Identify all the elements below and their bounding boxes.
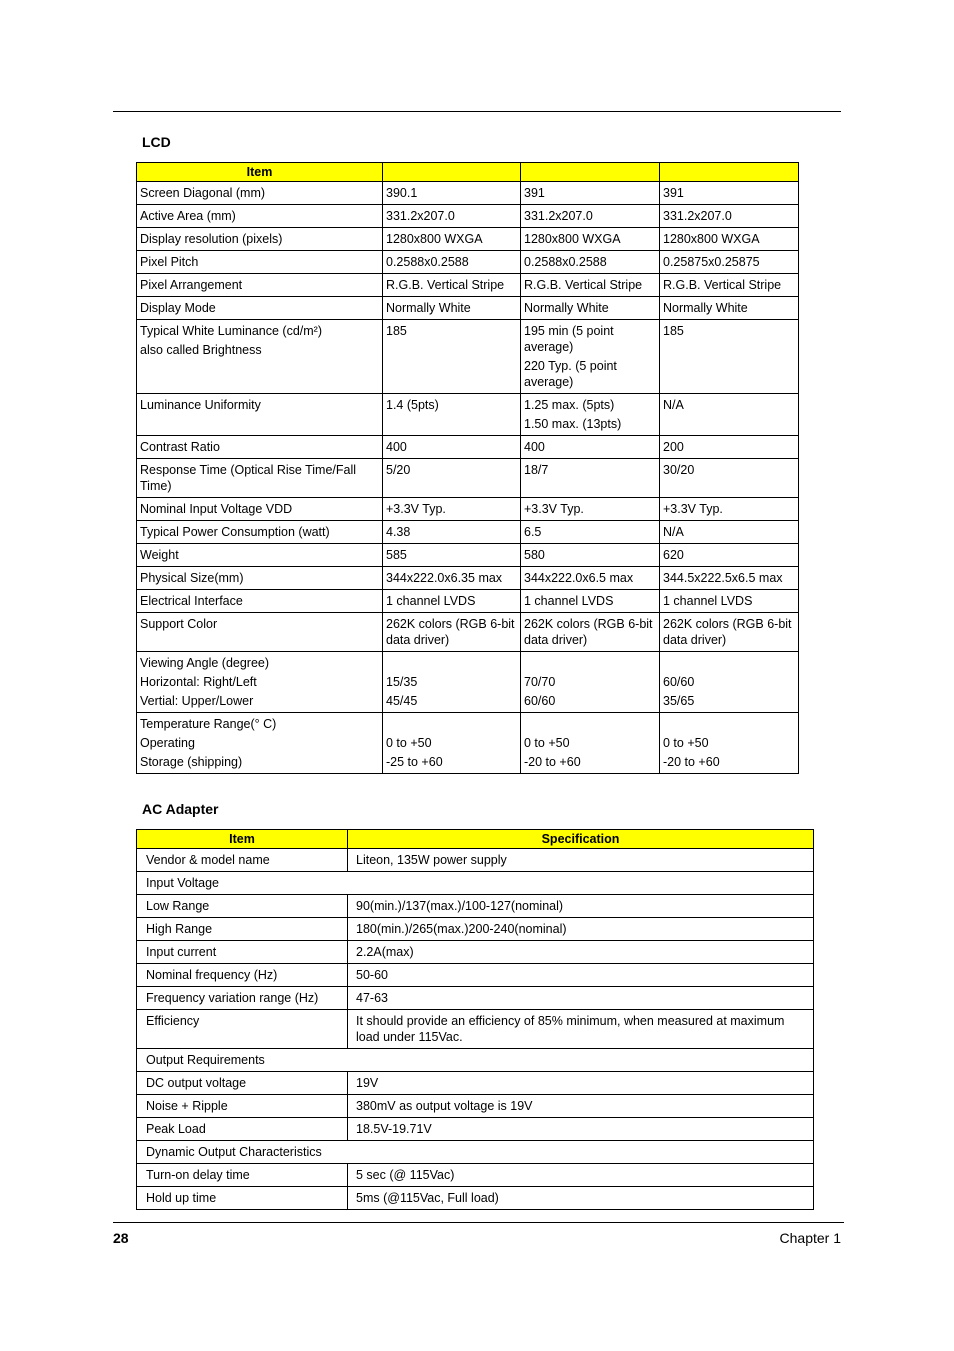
ac-row-value: 90(min.)/137(max.)/100-127(nominal) xyxy=(348,895,814,918)
lcd-table-row xyxy=(137,436,799,459)
lcd-row-value xyxy=(383,613,521,652)
lcd-row-value xyxy=(383,274,521,297)
lcd-row-value xyxy=(660,228,799,251)
lcd-row-value xyxy=(660,544,799,567)
ac-table-row xyxy=(137,1010,814,1049)
lcd-row-value xyxy=(383,498,521,521)
lcd-row-label xyxy=(137,205,383,228)
lcd-value-line: 390.1 xyxy=(386,186,418,200)
lcd-table-row xyxy=(137,613,799,652)
ac-row-value: 5 sec (@ 115Vac) xyxy=(348,1164,814,1187)
lcd-label-line: Support Color xyxy=(140,617,218,631)
lcd-row-value xyxy=(660,436,799,459)
lcd-value-line: Normally White xyxy=(524,301,609,315)
lcd-value-line: +3.3V Typ. xyxy=(524,502,584,516)
lcd-row-label xyxy=(137,251,383,274)
lcd-value-line: 45/45 xyxy=(386,694,418,708)
lcd-row-label xyxy=(137,613,383,652)
lcd-row-value xyxy=(521,652,660,713)
lcd-value-line: 1.50 max. (13pts) xyxy=(524,417,622,431)
lcd-label-line: Storage (shipping) xyxy=(140,755,243,769)
ac-row-label: Noise + Ripple xyxy=(137,1095,348,1118)
lcd-value-line: 344x222.0x6.35 max xyxy=(386,571,503,585)
lcd-value-line: 1280x800 WXGA xyxy=(663,232,760,246)
header-rule xyxy=(113,111,841,112)
lcd-value-line: +3.3V Typ. xyxy=(663,502,723,516)
lcd-label-line: Pixel Pitch xyxy=(140,255,199,269)
lcd-value-line: 195 min (5 point average) xyxy=(524,324,614,354)
lcd-row-value xyxy=(521,251,660,274)
lcd-label-line: Viewing Angle (degree) xyxy=(140,656,270,670)
lcd-value-line: 30/20 xyxy=(663,463,695,477)
lcd-value-line: 1.25 max. (5pts) xyxy=(524,398,615,412)
lcd-table-row xyxy=(137,713,799,774)
lcd-row-value xyxy=(383,590,521,613)
ac-table-row xyxy=(137,1141,814,1164)
lcd-row-value xyxy=(383,205,521,228)
lcd-row-label xyxy=(137,498,383,521)
lcd-row-value xyxy=(660,567,799,590)
lcd-value-line: 620 xyxy=(663,548,684,562)
lcd-label-line: Contrast Ratio xyxy=(140,440,220,454)
ac-section-title: AC Adapter xyxy=(142,801,219,817)
lcd-row-value xyxy=(383,320,521,394)
lcd-row-value xyxy=(521,394,660,436)
ac-row-value: 50-60 xyxy=(348,964,814,987)
lcd-value-line: -20 to +60 xyxy=(663,755,720,769)
lcd-value-line: 0.25875x0.25875 xyxy=(663,255,760,269)
lcd-value-line: N/A xyxy=(663,525,684,539)
lcd-table-row xyxy=(137,498,799,521)
lcd-label-line: Typical White Luminance (cd/m²) xyxy=(140,324,323,338)
lcd-row-value xyxy=(660,394,799,436)
lcd-row-label xyxy=(137,297,383,320)
lcd-header-model-2 xyxy=(521,163,660,182)
lcd-row-value xyxy=(660,613,799,652)
lcd-value-line: +3.3V Typ. xyxy=(386,502,446,516)
lcd-value-line: 0 to +50 xyxy=(663,736,709,750)
ac-row-label: Peak Load xyxy=(137,1118,348,1141)
ac-table-row xyxy=(137,918,814,941)
lcd-value-line: 331.2x207.0 xyxy=(663,209,732,223)
lcd-row-value xyxy=(383,251,521,274)
lcd-label-line: Horizontal: Right/Left xyxy=(140,675,257,689)
ac-table-row xyxy=(137,872,814,895)
ac-row-label: Hold up time xyxy=(137,1187,348,1210)
lcd-row-value xyxy=(383,652,521,713)
lcd-value-line: 1.4 (5pts) xyxy=(386,398,439,412)
lcd-value-line: 5/20 xyxy=(386,463,411,477)
lcd-value-line: 35/65 xyxy=(663,694,695,708)
lcd-header-model-3 xyxy=(660,163,799,182)
lcd-value-line: 262K colors (RGB 6-bit data driver) xyxy=(663,617,792,647)
ac-table-row xyxy=(137,987,814,1010)
lcd-value-line xyxy=(663,716,795,732)
lcd-value-line: 60/60 xyxy=(663,675,695,689)
ac-row-value: 2.2A(max) xyxy=(348,941,814,964)
lcd-row-value xyxy=(660,251,799,274)
lcd-row-label xyxy=(137,459,383,498)
lcd-table-row xyxy=(137,228,799,251)
lcd-value-line: 344.5x222.5x6.5 max xyxy=(663,571,783,585)
lcd-label-line: also called Brightness xyxy=(140,343,262,357)
lcd-value-line: 4.38 xyxy=(386,525,411,539)
ac-row-label: Vendor & model name xyxy=(137,849,348,872)
lcd-row-value xyxy=(660,182,799,205)
lcd-value-line: 60/60 xyxy=(524,694,556,708)
lcd-value-line: N/A xyxy=(663,398,684,412)
lcd-row-value xyxy=(521,459,660,498)
lcd-row-value xyxy=(660,205,799,228)
lcd-label-line: Vertial: Upper/Lower xyxy=(140,694,254,708)
lcd-label-line: Display Mode xyxy=(140,301,216,315)
lcd-row-label xyxy=(137,274,383,297)
lcd-label-line: Response Time (Optical Rise Time/Fall Time) xyxy=(140,463,357,493)
lcd-value-line: 200 xyxy=(663,440,684,454)
lcd-section-title: LCD xyxy=(142,134,171,150)
ac-table-row xyxy=(137,1095,814,1118)
ac-row-value: 380mV as output voltage is 19V xyxy=(348,1095,814,1118)
lcd-value-line: 0 to +50 xyxy=(524,736,570,750)
ac-row-value: 180(min.)/265(max.)200-240(nominal) xyxy=(348,918,814,941)
ac-row-value: 47-63 xyxy=(348,987,814,1010)
ac-table-row xyxy=(137,1118,814,1141)
lcd-value-line: Normally White xyxy=(386,301,471,315)
lcd-label-line: Electrical Interface xyxy=(140,594,243,608)
lcd-row-value xyxy=(521,436,660,459)
ac-row-label: High Range xyxy=(137,918,348,941)
lcd-row-value xyxy=(521,205,660,228)
ac-header-row xyxy=(137,830,814,849)
lcd-label-line: Operating xyxy=(140,736,195,750)
lcd-value-line: -20 to +60 xyxy=(524,755,581,769)
lcd-value-line: 262K colors (RGB 6-bit data driver) xyxy=(386,617,515,647)
lcd-row-label xyxy=(137,228,383,251)
lcd-value-line: 331.2x207.0 xyxy=(524,209,593,223)
lcd-label-line: Screen Diagonal (mm) xyxy=(140,186,266,200)
lcd-value-line: R.G.B. Vertical Stripe xyxy=(524,278,643,292)
lcd-label-line: Display resolution (pixels) xyxy=(140,232,283,246)
lcd-value-line: R.G.B. Vertical Stripe xyxy=(663,278,782,292)
lcd-table-row xyxy=(137,320,799,394)
lcd-label-line: Physical Size(mm) xyxy=(140,571,244,585)
ac-table-row xyxy=(137,1187,814,1210)
lcd-label-line: Active Area (mm) xyxy=(140,209,236,223)
ac-table-row xyxy=(137,1049,814,1072)
lcd-row-value xyxy=(521,567,660,590)
lcd-row-value xyxy=(521,544,660,567)
lcd-value-line: R.G.B. Vertical Stripe xyxy=(386,278,505,292)
lcd-row-value xyxy=(521,590,660,613)
lcd-row-label xyxy=(137,394,383,436)
lcd-row-value xyxy=(383,228,521,251)
lcd-value-line: 1280x800 WXGA xyxy=(386,232,483,246)
lcd-row-value xyxy=(521,713,660,774)
lcd-row-value xyxy=(383,297,521,320)
lcd-value-line: 0.2588x0.2588 xyxy=(524,255,607,269)
lcd-value-line: Normally White xyxy=(663,301,748,315)
lcd-row-value xyxy=(521,521,660,544)
lcd-row-value xyxy=(660,590,799,613)
lcd-value-line: 400 xyxy=(524,440,545,454)
ac-row-label: Turn-on delay time xyxy=(137,1164,348,1187)
ac-table-row xyxy=(137,1164,814,1187)
ac-row-label: Output Requirements xyxy=(137,1049,814,1072)
lcd-table-row xyxy=(137,590,799,613)
lcd-value-line: 18/7 xyxy=(524,463,549,477)
lcd-label-line: Luminance Uniformity xyxy=(140,398,261,412)
lcd-row-label xyxy=(137,182,383,205)
footer-rule xyxy=(113,1222,844,1223)
lcd-header-model-1 xyxy=(383,163,521,182)
ac-row-value: 19V xyxy=(348,1072,814,1095)
lcd-row-value xyxy=(521,182,660,205)
lcd-table-row xyxy=(137,567,799,590)
lcd-table-row xyxy=(137,521,799,544)
lcd-row-value xyxy=(383,459,521,498)
lcd-table-row xyxy=(137,274,799,297)
chapter-label: Chapter 1 xyxy=(779,1230,841,1246)
ac-table-row xyxy=(137,941,814,964)
lcd-row-value xyxy=(383,436,521,459)
lcd-row-value xyxy=(660,521,799,544)
ac-row-value: It should provide an efficiency of 85% minimum, when measured at maximum load under 115Vac. xyxy=(348,1010,814,1049)
ac-table-row xyxy=(137,895,814,918)
ac-row-label: Nominal frequency (Hz) xyxy=(137,964,348,987)
page-number: 28 xyxy=(113,1230,129,1246)
lcd-row-label xyxy=(137,590,383,613)
lcd-row-value xyxy=(383,521,521,544)
lcd-row-label xyxy=(137,652,383,713)
ac-row-label: Input Voltage xyxy=(137,872,814,895)
lcd-label-line: Typical Power Consumption (watt) xyxy=(140,525,330,539)
lcd-row-value xyxy=(383,567,521,590)
lcd-row-value xyxy=(660,274,799,297)
ac-row-value: Liteon, 135W power supply xyxy=(348,849,814,872)
lcd-value-line xyxy=(524,716,656,732)
lcd-label-line: Weight xyxy=(140,548,179,562)
lcd-table-row xyxy=(137,297,799,320)
lcd-value-line: -25 to +60 xyxy=(386,755,443,769)
lcd-value-line: 1280x800 WXGA xyxy=(524,232,621,246)
ac-row-label: DC output voltage xyxy=(137,1072,348,1095)
lcd-row-value xyxy=(521,274,660,297)
lcd-label-line: Nominal Input Voltage VDD xyxy=(140,502,293,516)
lcd-value-line xyxy=(386,655,517,671)
lcd-value-line: 1 channel LVDS xyxy=(524,594,614,608)
ac-header-item: Item xyxy=(137,830,348,849)
lcd-table-row xyxy=(137,459,799,498)
lcd-row-value xyxy=(383,544,521,567)
ac-row-label: Frequency variation range (Hz) xyxy=(137,987,348,1010)
ac-row-label: Input current xyxy=(137,941,348,964)
lcd-row-value xyxy=(660,459,799,498)
lcd-row-value xyxy=(521,320,660,394)
ac-adapter-spec-table xyxy=(136,829,814,1210)
lcd-row-value xyxy=(660,713,799,774)
lcd-label-line: Pixel Arrangement xyxy=(140,278,243,292)
lcd-row-value xyxy=(521,297,660,320)
lcd-row-label xyxy=(137,436,383,459)
lcd-value-line: 391 xyxy=(663,186,684,200)
lcd-row-value xyxy=(660,297,799,320)
lcd-row-label xyxy=(137,521,383,544)
lcd-value-line: 70/70 xyxy=(524,675,556,689)
lcd-row-value xyxy=(521,228,660,251)
lcd-value-line: 1 channel LVDS xyxy=(663,594,753,608)
ac-row-value: 18.5V-19.71V xyxy=(348,1118,814,1141)
ac-table-row xyxy=(137,964,814,987)
lcd-row-value xyxy=(383,182,521,205)
lcd-value-line: 185 xyxy=(663,324,684,338)
lcd-value-line: 400 xyxy=(386,440,407,454)
ac-row-value: 5ms (@115Vac, Full load) xyxy=(348,1187,814,1210)
lcd-value-line xyxy=(663,655,795,671)
lcd-row-value xyxy=(660,652,799,713)
lcd-header-row xyxy=(137,163,799,182)
ac-table-row xyxy=(137,1072,814,1095)
lcd-value-line: 185 xyxy=(386,324,407,338)
lcd-table-row xyxy=(137,251,799,274)
lcd-spec-table xyxy=(136,162,799,774)
lcd-value-line: 6.5 xyxy=(524,525,542,539)
lcd-row-label xyxy=(137,713,383,774)
lcd-value-line xyxy=(524,655,656,671)
lcd-value-line: 0 to +50 xyxy=(386,736,432,750)
lcd-table-row xyxy=(137,205,799,228)
lcd-value-line xyxy=(386,716,517,732)
lcd-value-line: 344x222.0x6.5 max xyxy=(524,571,634,585)
lcd-table-row xyxy=(137,544,799,567)
lcd-table-row xyxy=(137,394,799,436)
lcd-value-line: 585 xyxy=(386,548,407,562)
lcd-table-row xyxy=(137,182,799,205)
lcd-value-line: 15/35 xyxy=(386,675,418,689)
lcd-row-value xyxy=(521,613,660,652)
lcd-value-line: 331.2x207.0 xyxy=(386,209,455,223)
lcd-table-row xyxy=(137,652,799,713)
lcd-value-line: 220 Typ. (5 point average) xyxy=(524,359,617,389)
lcd-row-value xyxy=(383,713,521,774)
ac-table-row xyxy=(137,849,814,872)
lcd-header-item: Item xyxy=(137,163,383,182)
lcd-row-value xyxy=(660,498,799,521)
lcd-row-value xyxy=(660,320,799,394)
ac-row-label: Efficiency xyxy=(137,1010,348,1049)
lcd-row-label xyxy=(137,320,383,394)
lcd-value-line: 262K colors (RGB 6-bit data driver) xyxy=(524,617,653,647)
lcd-row-value xyxy=(521,498,660,521)
lcd-value-line: 0.2588x0.2588 xyxy=(386,255,469,269)
ac-header-specification: Specification xyxy=(348,830,814,849)
ac-row-label: Low Range xyxy=(137,895,348,918)
lcd-row-label xyxy=(137,544,383,567)
lcd-row-value xyxy=(383,394,521,436)
lcd-value-line: 580 xyxy=(524,548,545,562)
ac-row-label: Dynamic Output Characteristics xyxy=(137,1141,814,1164)
lcd-label-line: Temperature Range(° C) xyxy=(140,717,277,731)
lcd-row-label xyxy=(137,567,383,590)
lcd-value-line: 391 xyxy=(524,186,545,200)
lcd-value-line: 1 channel LVDS xyxy=(386,594,476,608)
